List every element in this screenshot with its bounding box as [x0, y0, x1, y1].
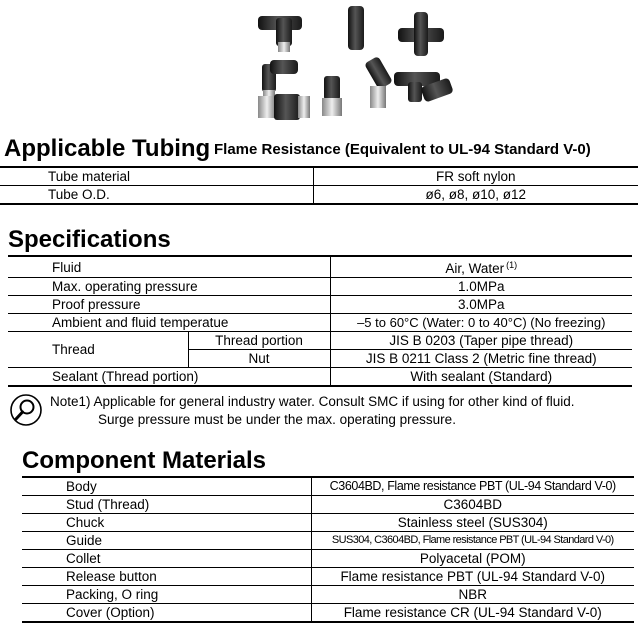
tube-od-value: ø6, ø8, ø10, ø12: [313, 186, 638, 205]
part-material: Flame resistance CR (UL-94 Standard V-0): [311, 604, 634, 623]
part-material: Stainless steel (SUS304): [311, 514, 634, 532]
tubing-title: Applicable Tubing: [4, 135, 211, 162]
proof-pressure-value: 3.0MPa: [330, 296, 632, 314]
part-material: C3604BD: [311, 496, 634, 514]
max-pressure-value: 1.0MPa: [330, 278, 632, 296]
thread-label: Thread: [8, 332, 188, 368]
part-material: Flame resistance PBT (UL-94 Standard V-0): [311, 568, 634, 586]
tubing-table: [0, 166, 638, 205]
nut-value: JIS B 0211 Class 2 (Metric fine thread): [330, 350, 632, 368]
tube-material-value: FR soft nylon: [313, 167, 638, 186]
tube-od-label: Tube O.D.: [0, 186, 313, 205]
temperature-label: Ambient and fluid temperatue: [8, 314, 330, 332]
specs-title: Specifications: [8, 226, 171, 253]
part-material: NBR: [311, 586, 634, 604]
table-row: [22, 586, 634, 604]
tubing-subtitle: Flame Resistance (Equivalent to UL-94 Standard V-0): [214, 141, 591, 158]
part-name: Collet: [22, 550, 311, 568]
product-photo: [250, 2, 460, 124]
table-row: [8, 278, 632, 296]
part-material: SUS304, C3604BD, Flame resistance PBT (UL-94 Standard V-0): [311, 532, 634, 550]
part-name: Packing, O ring: [22, 586, 311, 604]
table-row: [22, 568, 634, 586]
thread-portion-value: JIS B 0203 (Taper pipe thread): [330, 332, 632, 350]
note-line-2: Surge pressure must be under the max. operating pressure.: [98, 412, 456, 427]
table-row: [0, 186, 638, 205]
max-pressure-label: Max. operating pressure: [8, 278, 330, 296]
tube-material-label: Tube material: [0, 167, 313, 186]
note-line-1: Note1) Applicable for general industry water. Consult SMC if using for other kind of fluid.: [50, 394, 575, 409]
table-row: [22, 496, 634, 514]
part-name: Cover (Option): [22, 604, 311, 623]
part-material: C3604BD, Flame resistance PBT (UL-94 Standard V-0): [311, 477, 634, 496]
fluid-label: Fluid: [8, 256, 330, 278]
fluid-value: Air, Water: [445, 261, 505, 276]
temperature-value: –5 to 60°C (Water: 0 to 40°C) (No freezing): [330, 314, 632, 332]
table-row: [22, 477, 634, 496]
table-row: [8, 256, 632, 278]
magnifier-icon: [8, 393, 44, 429]
table-row: [22, 532, 634, 550]
fluid-note-ref: (1): [506, 260, 518, 270]
table-row: [22, 604, 634, 623]
table-row: [0, 167, 638, 186]
table-row: [8, 296, 632, 314]
specs-table: [8, 255, 632, 387]
sealant-value: With sealant (Standard): [330, 368, 632, 387]
table-row: [22, 514, 634, 532]
part-name: Body: [22, 477, 311, 496]
part-name: Release button: [22, 568, 311, 586]
fluid-value-cell: [330, 256, 632, 278]
materials-table: [22, 476, 634, 623]
nut-label: Nut: [188, 350, 330, 368]
table-row: [8, 368, 632, 387]
part-name: Stud (Thread): [22, 496, 311, 514]
part-name: Guide: [22, 532, 311, 550]
materials-title: Component Materials: [22, 447, 267, 474]
sealant-label: Sealant (Thread portion): [8, 368, 330, 387]
table-row: [8, 314, 632, 332]
part-material: Polyacetal (POM): [311, 550, 634, 568]
table-row: [8, 332, 632, 350]
table-row: [22, 550, 634, 568]
thread-portion-label: Thread portion: [188, 332, 330, 350]
note-text: [50, 393, 575, 429]
part-name: Chuck: [22, 514, 311, 532]
proof-pressure-label: Proof pressure: [8, 296, 330, 314]
